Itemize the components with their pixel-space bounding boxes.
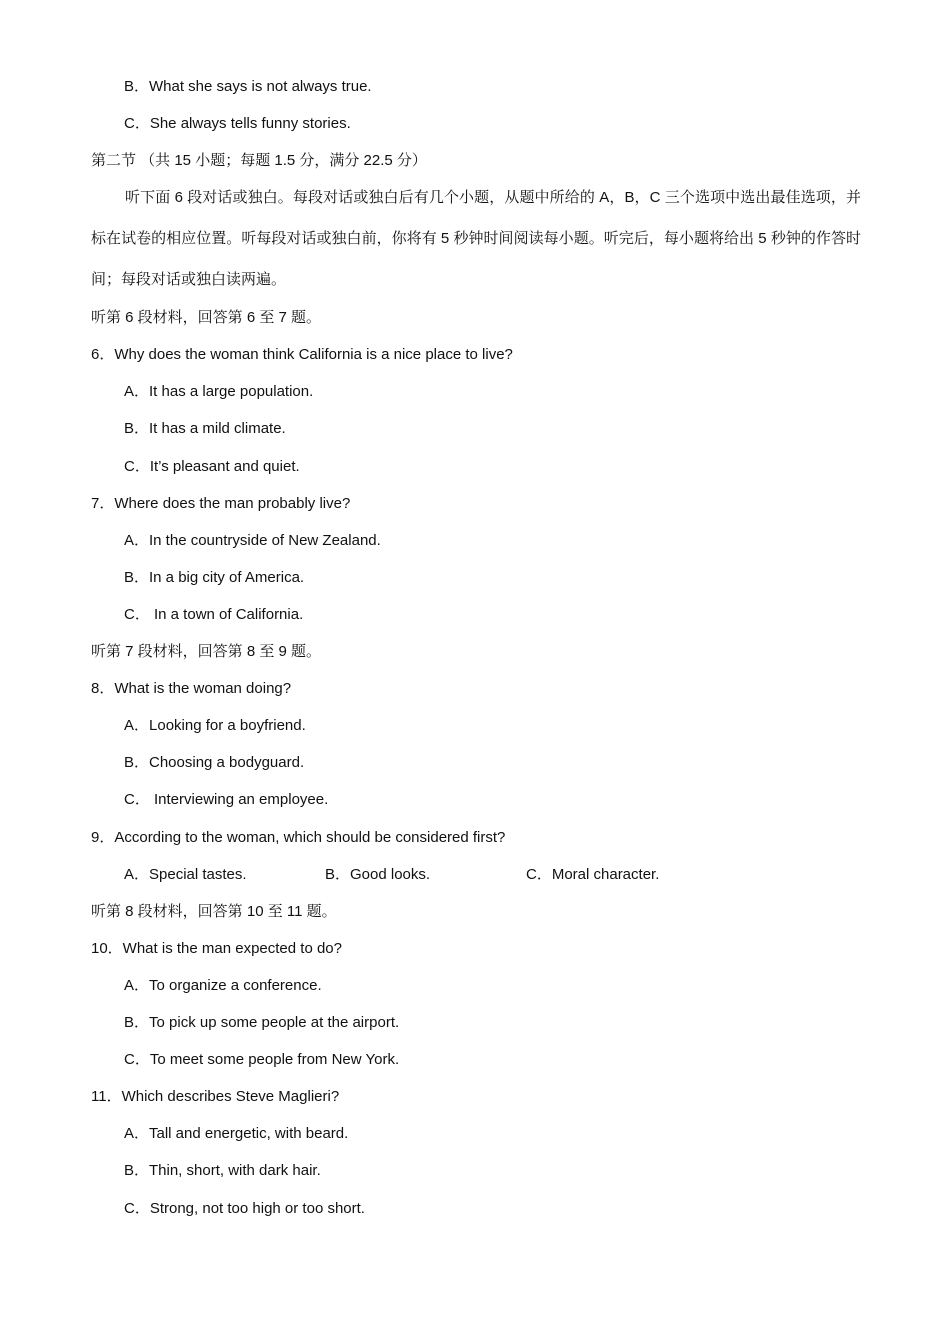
material-8-intro: 听第 8 段材料，回答第 10 至 11 题。 [91,903,337,920]
material-7-intro: 听第 7 段材料，回答第 8 至 9 题。 [91,643,322,660]
question-10-option-c: C．To meet some people from New York. [124,1051,400,1068]
question-10-option-a: A．To organize a conference. [124,977,322,994]
question-8-option-c: C． Interviewing an employee. [124,791,329,808]
question-7-option-b: B．In a big city of America. [124,569,305,586]
question-7-option-a: A．In the countryside of New Zealand. [124,532,381,549]
question-9-option-c: C．Moral character. [526,866,660,883]
question-9-option-a: A．Special tastes. [124,866,247,883]
question-11-option-a: A．Tall and energetic, with beard. [124,1125,349,1142]
question-6-stem: 6．Why does the woman think California is a nice place to live? [91,346,513,363]
question-8-option-b: B．Choosing a bodyguard. [124,754,305,771]
prev-option-b: B．What she says is not always true. [124,78,372,95]
prev-option-c: C．She always tells funny stories. [124,115,351,132]
question-7-stem: 7．Where does the man probably live? [91,495,351,512]
question-10-option-b: B．To pick up some people at the airport. [124,1014,400,1031]
question-6-option-a: A．It has a large population. [124,383,314,400]
question-11-option-b: B．Thin, short, with dark hair. [124,1162,321,1179]
material-6-intro: 听第 6 段材料，回答第 6 至 7 题。 [91,309,322,326]
question-8-option-a: A．Looking for a boyfriend. [124,717,306,734]
question-7-option-c: C． In a town of California. [124,606,304,623]
question-11-stem: 11．Which describes Steve Maglieri? [91,1088,340,1105]
question-10-stem: 10．What is the man expected to do? [91,940,342,957]
question-9-option-b: B．Good looks. [325,866,431,883]
question-9-stem: 9．According to the woman, which should be considered first? [91,829,506,846]
question-6-option-c: C．It’s pleasant and quiet. [124,458,300,475]
question-11-option-c: C．Strong, not too high or too short. [124,1200,365,1217]
question-6-option-b: B．It has a mild climate. [124,420,286,437]
section-instructions: 听下面 6 段对话或独白。每段对话或独白后有几个小题，从题中所给的 A，B，C 三个选项中选出最佳选项，并标在试卷的相应位置。听每段对话或独白前，你将有 5 秒钟时间阅读每小题。听完后，每小题将给出 5 秒钟的作答时间；每段对话或独白读两遍。 [91,189,861,288]
question-8-stem: 8．What is the woman doing? [91,680,292,697]
section-heading: 第二节 （共 15 小题；每题 1.5 分，满分 22.5 分） [91,152,427,169]
